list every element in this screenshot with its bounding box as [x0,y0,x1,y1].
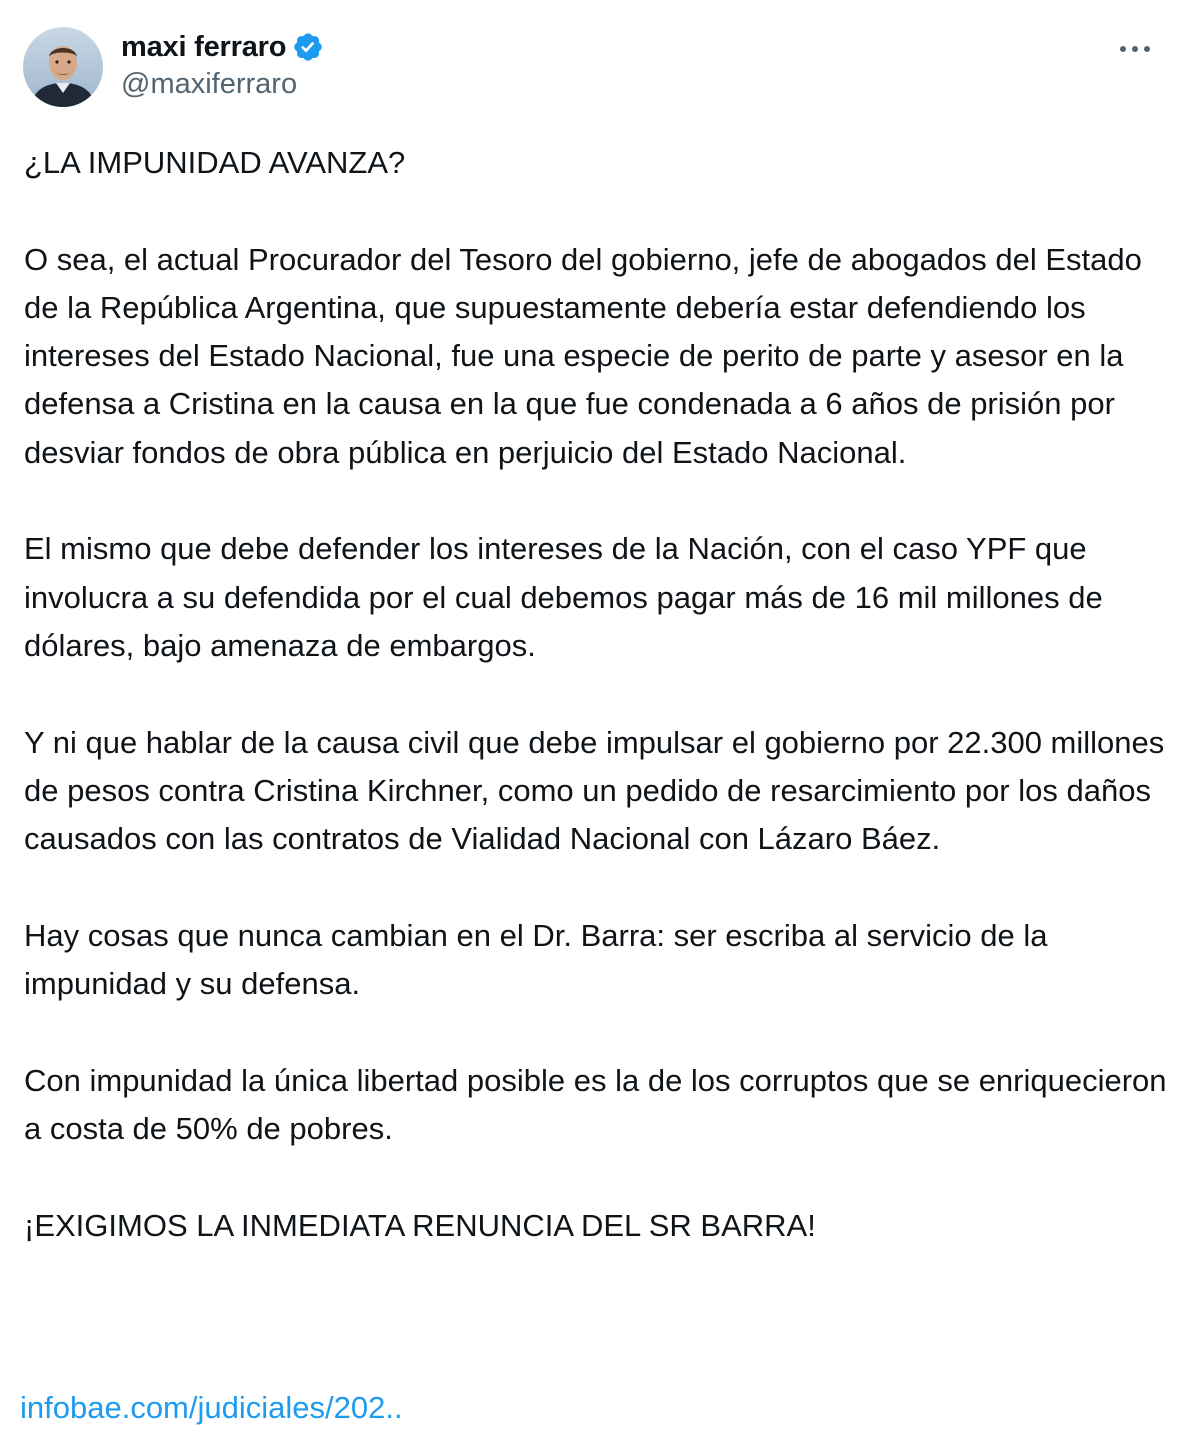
tweet-paragraph: O sea, el actual Procurador del Tesoro del gobierno, jefe de abogados del Estado de la República Argentina, que supuestamente debería estar defendiendo los intereses del Estado Nacional, fue una especie de perito de parte y asesor en la defensa a Cristina en la causa en la que fue condenada a 6 años de prisión por desviar fondos de obra pública en perjuicio del Estado Nacional. [24,241,1142,470]
author-info [121,28,324,101]
tweet-paragraph: Y ni que hablar de la causa civil que debe impulsar el gobierno por 22.300 millones de pesos contra Cristina Kirchner, como un pedido de resarcimiento por los daños causados con las contratos de Vialidad Nacional con Lázaro Báez. [24,724,1165,857]
author-name-row [121,28,324,66]
article-link[interactable]: infobae.com/judiciales/202.. [20,1390,403,1425]
more-options-icon[interactable] [1112,34,1158,64]
tweet-paragraph: ¿LA IMPUNIDAD AVANZA? [24,145,406,180]
verified-badge-icon[interactable] [292,31,324,63]
author-display-name[interactable]: maxi ferraro [121,30,287,63]
tweet-paragraph: El mismo que debe defender los intereses de la Nación, con el caso YPF que involucra a su defendida por el cual debemos pagar más de 16 mil millones de dólares, bajo amenaza de embargos. [24,531,1103,663]
tweet-text [24,139,1174,1250]
tweet-paragraph: Hay cosas que nunca cambian en el Dr. Barra: ser escriba al servicio de la impunidad y su defensa. [24,917,1048,1002]
avatar-photo [23,27,103,107]
author-handle[interactable]: @maxiferraro [121,68,298,100]
avatar[interactable] [23,27,103,107]
tweet-paragraph: ¡EXIGIMOS LA INMEDIATA RENUNCIA DEL SR BARRA! [24,1207,816,1243]
tweet-paragraph: Con impunidad la única libertad posible es la de los corruptos que se enriquecieron a costa de 50% de pobres. [24,1062,1167,1146]
